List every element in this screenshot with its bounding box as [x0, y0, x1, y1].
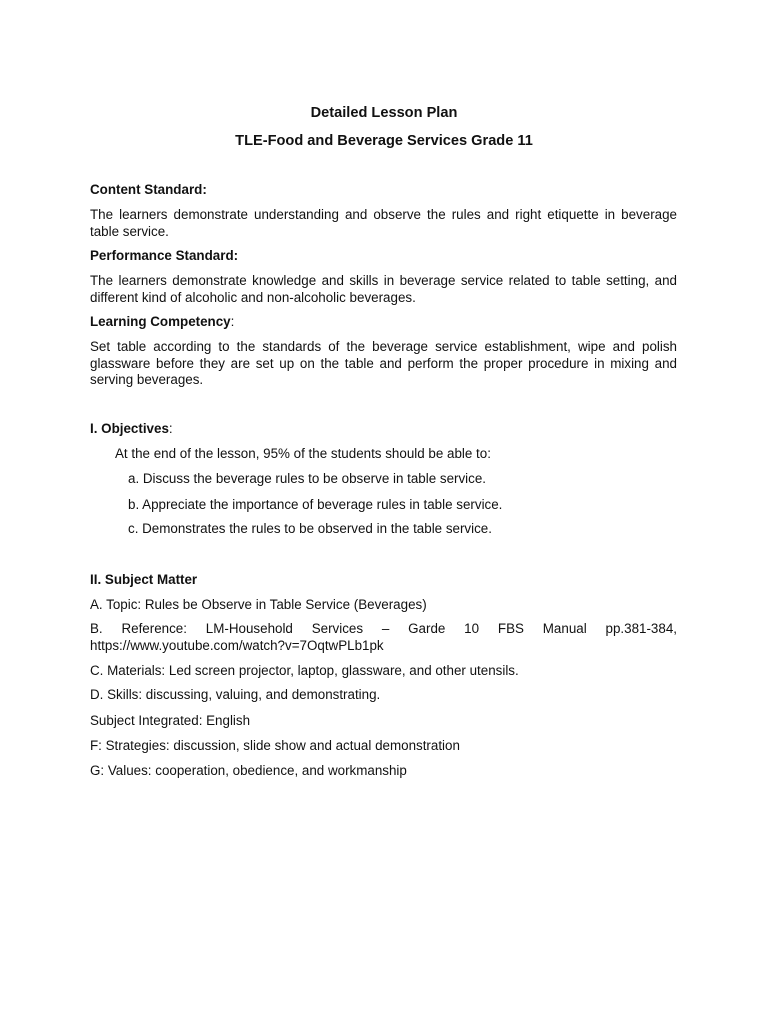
objectives-heading-line [90, 421, 677, 438]
subject-matter-heading: II. Subject Matter [90, 572, 198, 587]
content-standard-heading: Content Standard: [90, 182, 207, 197]
performance-standard-text: The learners demonstrate knowledge and skills in beverage service related to table setting, and different kind of alcoholic and non-alcoholic beverages. [90, 273, 677, 305]
subject-matter-topic: A. Topic: Rules be Observe in Table Service (Beverages) [90, 597, 427, 612]
objectives-colon: : [168, 421, 173, 436]
learning-competency-colon: : [230, 314, 235, 329]
subject-matter-materials: C. Materials: Led screen projector, laptop, glassware, and other utensils. [90, 663, 519, 678]
document-subtitle: TLE-Food and Beverage Services Grade 11 [235, 133, 533, 149]
subject-matter-reference: B. Reference: LM-Household Services – Garde 10 FBS Manual pp.381-384, https://www.youtube.com/watch?v=7OqtwPLb1pk [90, 621, 677, 653]
content-standard-text: The learners demonstrate understanding and observe the rules and right etiquette in beverage table service. [90, 207, 677, 239]
learning-competency-text: Set table according to the standards of the beverage service establishment, wipe and polish glassware before they are set up on the table and perform the proper procedure in mixing and serving beverages. [90, 339, 677, 387]
subject-matter-values: G: Values: cooperation, obedience, and workmanship [90, 763, 407, 778]
objective-item-a: a. Discuss the beverage rules to be observe in table service. [128, 471, 487, 486]
objectives-intro: At the end of the lesson, 95% of the students should be able to: [115, 446, 491, 461]
objectives-heading: I. Objectives [90, 421, 169, 436]
objective-item-c: c. Demonstrates the rules to be observed in the table service. [128, 521, 492, 536]
document-title: Detailed Lesson Plan [310, 105, 458, 121]
subject-matter-integrated: Subject Integrated: English [90, 713, 251, 728]
learning-competency-heading-line [90, 314, 677, 331]
subject-matter-skills: D. Skills: discussing, valuing, and demonstrating. [90, 687, 381, 702]
learning-competency-heading: Learning Competency [90, 314, 231, 329]
objective-item-b: b. Appreciate the importance of beverage rules in table service. [128, 497, 503, 512]
performance-standard-heading: Performance Standard: [90, 248, 239, 263]
subject-matter-strategies: F: Strategies: discussion, slide show and actual demonstration [90, 738, 460, 753]
